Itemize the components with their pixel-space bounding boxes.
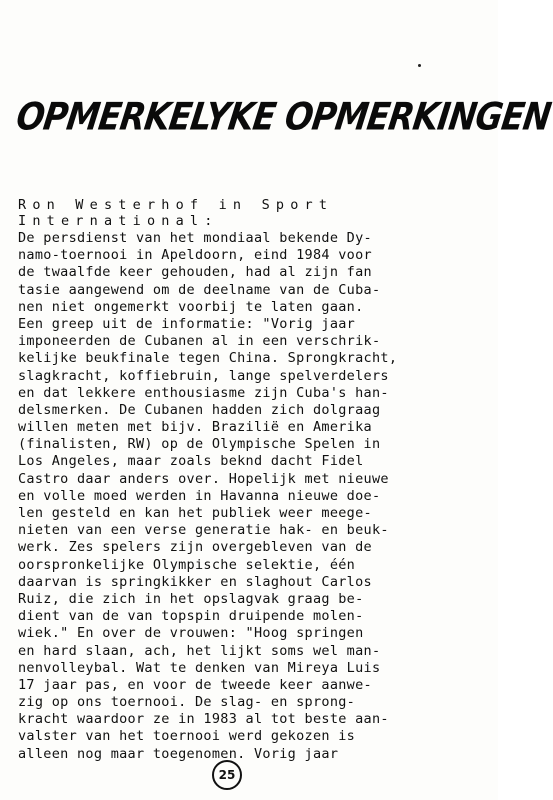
body-line: nieten van een verse generatie hak- en beuk- (18, 522, 389, 539)
body-line: delsmerken. De Cubanen hadden zich dolgraag (18, 401, 381, 418)
body-line: tasie aangewend om de deelname van de Cuba- (18, 281, 381, 298)
body-line: 17 jaar pas, en voor de tweede keer aanwe- (18, 676, 372, 693)
body-line: kracht waardoor ze in 1983 al tot beste aan- (18, 711, 389, 728)
body-line: en hard slaan, ach, het lijkt soms wel man- (18, 642, 381, 659)
body-line: zig op ons toernooi. De slag- en sprong- (18, 694, 356, 711)
body-line: imponeerden de Cubanen al in een verschrik- (18, 333, 381, 350)
body-line: en dat lekkere enthousiasme zijn Cuba's han- (18, 384, 389, 401)
print-speck (418, 64, 421, 67)
body-line: dient van de van topspin druipende molen- (18, 608, 364, 625)
body-line: De persdienst van het mondiaal bekende Dy- (18, 230, 372, 246)
body-line: Los Angeles, maar zoals beknd dacht Fidel (18, 453, 364, 470)
article-byline: Ron Westerhof in Sport International: (18, 197, 334, 229)
body-line: werk. Zes spelers zijn overgebleven van de (18, 539, 372, 556)
body-line: willen meten met bijv. Brazilië en Amerika (18, 419, 372, 436)
body-line: oorspronkelijke Olympische selektie, één (18, 556, 356, 573)
body-line: namo-toernooi in Apeldoorn, eind 1984 voor (18, 247, 372, 264)
body-line: de twaalfde keer gehouden, had al zijn fan (18, 264, 372, 281)
body-line: en volle moed werden in Havanna nieuwe doe- (18, 487, 381, 504)
body-line: wiek." En over de vrouwen: "Hoog springen (18, 625, 364, 642)
page-number: 25 (212, 760, 242, 790)
article-body (18, 230, 480, 763)
body-line: slagkracht, koffiebruin, lange spelverdelers (18, 367, 389, 384)
body-line: len gesteld en kan het publiek weer meege- (18, 505, 372, 521)
body-line: nen niet ongemerkt voorbij te laten gaan. (18, 298, 364, 315)
body-line: Een greep uit de informatie: "Vorig jaar (18, 315, 356, 332)
body-line: kelijke beukfinale tegen China. Sprongkracht, (18, 350, 398, 367)
body-line: daarvan is springkikker en slaghout Carlos (18, 573, 372, 590)
body-line: Castro daar anders over. Hopelijk met nieuwe (18, 470, 389, 487)
body-line: (finalisten, RW) op de Olympische Spelen in (18, 436, 381, 453)
body-line: alleen nog maar toegenomen. Vorig jaar (18, 745, 339, 762)
article-headline: OPMERKELYKE OPMERKINGEN (13, 94, 553, 139)
body-line: valster van het toernooi werd gekozen is (18, 728, 356, 745)
body-line: Ruiz, die zich in het opslagvak graag be- (18, 590, 364, 607)
body-line: nenvolleybal. Wat te denken van Mireya Luis (18, 659, 381, 676)
